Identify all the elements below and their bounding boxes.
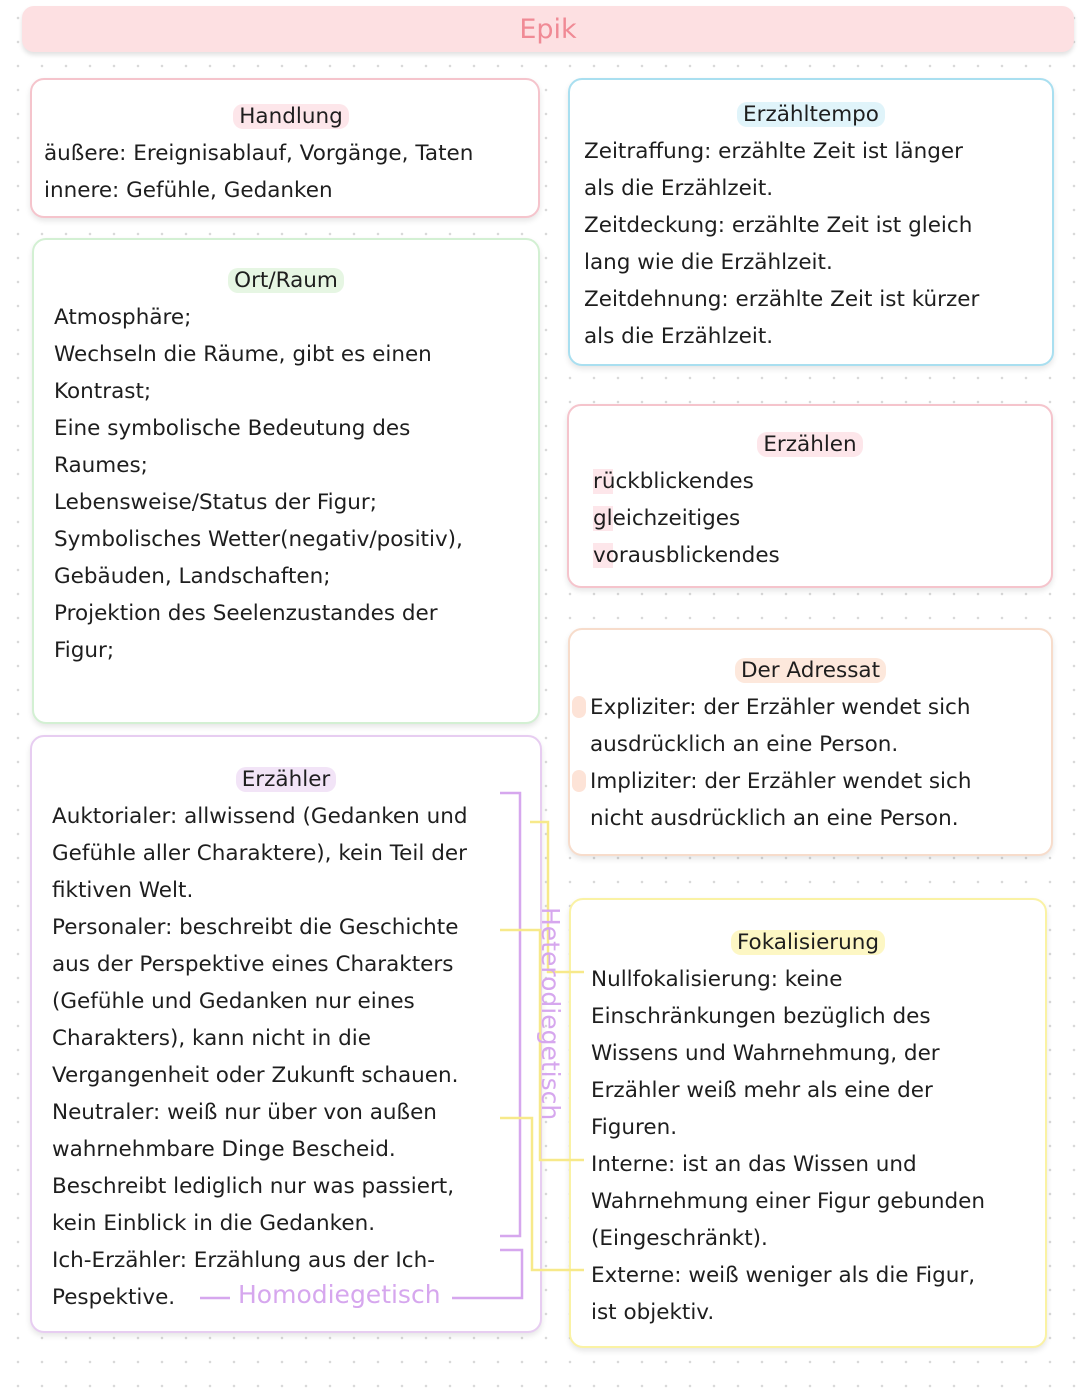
fokal-line: Erzähler weiß mehr als eine der — [591, 1078, 933, 1103]
ort-line: Raumes; — [54, 453, 148, 478]
fokal-line: (Eingeschränkt). — [591, 1226, 768, 1251]
erzaehlen-item-text: gleichzeitiges — [593, 506, 741, 531]
bullet-marker — [572, 770, 586, 792]
tempo-line: Zeitdeckung: erzählte Zeit ist gleich — [584, 213, 973, 238]
adressat-line: ausdrücklich an eine Person. — [590, 732, 899, 757]
adressat-line: Expliziter: der Erzähler wendet sich — [590, 695, 971, 720]
fokal-line: Figuren. — [591, 1115, 678, 1140]
card-tempo-title: Erzähltempo — [737, 102, 885, 127]
fokal-line: Wahrnehmung einer Figur gebunden — [591, 1189, 986, 1214]
list-item — [593, 537, 1051, 574]
erzaehlen-item-text: vorausblickendes — [593, 543, 780, 568]
tempo-line: als die Erzählzeit. — [584, 176, 774, 201]
erzaehler-line: fiktiven Welt. — [52, 878, 194, 903]
card-erzaehler-heading — [52, 761, 540, 798]
erzaehler-line: wahrnehmbare Dinge Bescheid. — [52, 1137, 396, 1162]
erzaehler-line: Pespektive. — [52, 1285, 176, 1310]
page-title: Epik — [22, 6, 1074, 52]
list-item — [593, 463, 1051, 500]
homodiegetisch-label: Homodiegetisch — [234, 1280, 445, 1310]
ort-line: Wechseln die Räume, gibt es einen — [54, 342, 432, 367]
card-handlung — [30, 78, 540, 218]
tempo-line: als die Erzählzeit. — [584, 324, 774, 349]
card-tempo-heading — [584, 96, 1052, 133]
card-ort-title: Ort/Raum — [228, 268, 344, 293]
fokal-line: Interne: ist an das Wissen und — [591, 1152, 917, 1177]
ort-line: Lebensweise/Status der Figur; — [54, 490, 378, 515]
ort-line: Projektion des Seelenzustandes der — [54, 601, 438, 626]
erzaehler-line: Beschreibt lediglich nur was passiert, — [52, 1174, 455, 1199]
erzaehler-line: Auktorialer: allwissend (Gedanken und — [52, 804, 468, 829]
erzaehlen-list — [569, 463, 1051, 574]
erzaehler-line: Personaler: beschreibt die Geschichte — [52, 915, 459, 940]
adressat-line: Impliziter: der Erzähler wendet sich — [590, 769, 972, 794]
card-erzaehler — [30, 735, 542, 1333]
handlung-line: äußere: Ereignisablauf, Vorgänge, Taten — [44, 141, 474, 166]
card-erzaehltempo — [568, 78, 1054, 366]
card-adressat-heading — [590, 652, 1051, 689]
erzaehler-line: Charakters), kann nicht in die — [52, 1026, 371, 1051]
fokal-line: ist objektiv. — [591, 1300, 715, 1325]
card-erzaehler-title: Erzähler — [236, 767, 337, 792]
ort-line: Eine symbolische Bedeutung des — [54, 416, 411, 441]
ort-line: Symbolisches Wetter(negativ/positiv), — [54, 527, 463, 552]
ort-line: Figur; — [54, 638, 115, 663]
erzaehlen-item-text: rückblickendes — [593, 469, 754, 494]
erzaehler-line: Ich-Erzähler: Erzählung aus der Ich- — [52, 1248, 435, 1273]
card-adressat-title: Der Adressat — [735, 658, 886, 683]
erzaehler-line: kein Einblick in die Gedanken. — [52, 1211, 376, 1236]
ort-line: Kontrast; — [54, 379, 152, 404]
erzaehler-line: Neutraler: weiß nur über von außen — [52, 1100, 437, 1125]
heterodiegetisch-label: Heterodiegetisch — [536, 907, 565, 1121]
ort-line: Atmosphäre; — [54, 305, 192, 330]
ort-line: Gebäuden, Landschaften; — [54, 564, 331, 589]
tempo-line: Zeitraffung: erzählte Zeit ist länger — [584, 139, 963, 164]
adressat-line: nicht ausdrücklich an eine Person. — [590, 806, 959, 831]
card-fokal-heading — [591, 924, 1045, 961]
card-handlung-title: Handlung — [233, 104, 349, 129]
card-fokalisierung — [569, 898, 1047, 1348]
card-erzaehlen — [567, 404, 1053, 588]
handlung-line: innere: Gefühle, Gedanken — [44, 178, 333, 203]
card-handlung-heading — [44, 98, 538, 135]
card-fokal-title: Fokalisierung — [731, 930, 885, 955]
erzaehler-line: Vergangenheit oder Zukunft schauen. — [52, 1063, 459, 1088]
erzaehler-line: aus der Perspektive eines Charakters — [52, 952, 454, 977]
card-adressat — [568, 628, 1053, 856]
erzaehler-line: (Gefühle und Gedanken nur eines — [52, 989, 415, 1014]
fokal-line: Einschränkungen bezüglich des — [591, 1004, 931, 1029]
card-erzaehlen-heading — [569, 426, 1051, 463]
card-ort-raum — [32, 238, 540, 724]
card-erzaehlen-title: Erzählen — [757, 432, 862, 457]
bullet-marker — [572, 696, 586, 718]
fokal-line: Externe: weiß weniger als die Figur, — [591, 1263, 976, 1288]
fokal-line: Wissens und Wahrnehmung, der — [591, 1041, 940, 1066]
tempo-line: Zeitdehnung: erzählte Zeit ist kürzer — [584, 287, 980, 312]
card-ort-heading — [54, 262, 538, 299]
list-item — [593, 500, 1051, 537]
tempo-line: lang wie die Erzählzeit. — [584, 250, 833, 275]
erzaehler-line: Gefühle aller Charaktere), kein Teil der — [52, 841, 467, 866]
fokal-line: Nullfokalisierung: keine — [591, 967, 843, 992]
